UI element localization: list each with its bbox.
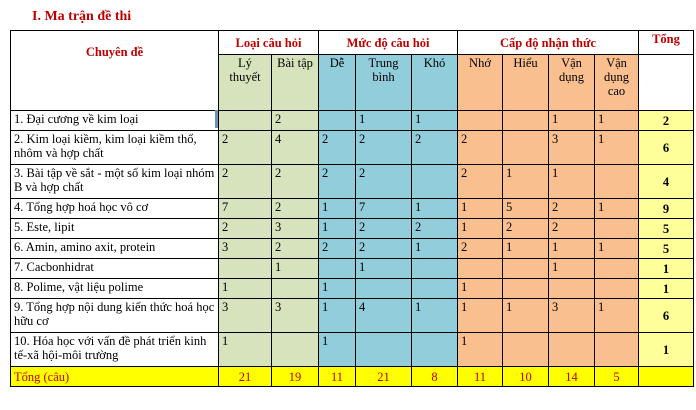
value-cell bbox=[356, 333, 412, 367]
row-total-cell: 1 bbox=[639, 333, 694, 367]
value-cell: 2 bbox=[356, 131, 412, 165]
totals-label: Tổng (câu) bbox=[11, 367, 219, 387]
value-cell: 1 bbox=[595, 199, 639, 219]
row-total-cell: 6 bbox=[639, 299, 694, 333]
value-cell: 3 bbox=[549, 131, 595, 165]
total-cell: 21 bbox=[219, 367, 272, 387]
value-cell: 1 bbox=[458, 333, 503, 367]
subheader-apply-high: Vận dụng cao bbox=[595, 55, 639, 111]
topic-header: Chuyên đề bbox=[11, 31, 219, 111]
exam-matrix-table bbox=[10, 30, 694, 387]
value-cell: 1 bbox=[412, 239, 458, 259]
value-cell: 1 bbox=[595, 111, 639, 131]
table-row bbox=[11, 299, 694, 333]
value-cell: 1 bbox=[319, 279, 356, 299]
subheader-remember: Nhớ bbox=[458, 55, 503, 111]
topic-cell: 7. Cacbonhidrat bbox=[11, 259, 219, 279]
value-cell bbox=[412, 165, 458, 199]
value-cell: 2 bbox=[503, 219, 549, 239]
row-total-cell: 2 bbox=[639, 111, 694, 131]
value-cell: 1 bbox=[549, 165, 595, 199]
subheader-theory: Lý thuyết bbox=[219, 55, 272, 111]
value-cell: 3 bbox=[219, 299, 272, 333]
subheader-hard: Khó bbox=[412, 55, 458, 111]
subheader-apply: Vận dụng bbox=[549, 55, 595, 111]
row-total-cell: 1 bbox=[639, 279, 694, 299]
value-cell: 1 bbox=[319, 219, 356, 239]
value-cell: 2 bbox=[458, 165, 503, 199]
value-cell: 2 bbox=[319, 239, 356, 259]
value-cell bbox=[219, 259, 272, 279]
value-cell bbox=[503, 333, 549, 367]
value-cell: 2 bbox=[219, 131, 272, 165]
row-total-cell: 1 bbox=[639, 259, 694, 279]
value-cell: 2 bbox=[458, 239, 503, 259]
cognitive-level-header: Cấp độ nhận thức bbox=[458, 31, 639, 55]
value-cell: 1 bbox=[549, 239, 595, 259]
topic-cell: 8. Polime, vật liệu polime bbox=[11, 279, 219, 299]
table-row bbox=[11, 219, 694, 239]
table-row bbox=[11, 131, 694, 165]
value-cell: 2 bbox=[272, 165, 319, 199]
value-cell: 2 bbox=[412, 131, 458, 165]
row-total-cell: 5 bbox=[639, 219, 694, 239]
value-cell: 7 bbox=[356, 199, 412, 219]
value-cell: 1 bbox=[219, 279, 272, 299]
value-cell bbox=[595, 165, 639, 199]
table-row bbox=[11, 259, 694, 279]
value-cell: 1 bbox=[595, 299, 639, 333]
value-cell: 1 bbox=[356, 111, 412, 131]
value-cell: 2 bbox=[458, 131, 503, 165]
subheader-exercise: Bài tập bbox=[272, 55, 319, 111]
value-cell: 1 bbox=[272, 259, 319, 279]
value-cell: 2 bbox=[272, 239, 319, 259]
value-cell: 1 bbox=[219, 333, 272, 367]
total-cell: 21 bbox=[356, 367, 412, 387]
value-cell: 2 bbox=[356, 239, 412, 259]
value-cell: 2 bbox=[219, 219, 272, 239]
topic-cell: 2. Kim loại kiềm, kim loại kiềm thổ, nhôm và hợp chất bbox=[11, 131, 219, 165]
value-cell: 1 bbox=[503, 165, 549, 199]
value-cell: 1 bbox=[458, 199, 503, 219]
value-cell: 2 bbox=[219, 165, 272, 199]
value-cell: 1 bbox=[458, 279, 503, 299]
value-cell: 1 bbox=[319, 299, 356, 333]
row-total-cell: 4 bbox=[639, 165, 694, 199]
value-cell: 1 bbox=[549, 259, 595, 279]
value-cell bbox=[503, 259, 549, 279]
subheader-easy: Dễ bbox=[319, 55, 356, 111]
value-cell bbox=[272, 333, 319, 367]
topic-cell: 1. Đại cương về kim loại bbox=[11, 111, 219, 131]
value-cell: 5 bbox=[503, 199, 549, 219]
value-cell bbox=[595, 279, 639, 299]
value-cell bbox=[549, 333, 595, 367]
value-cell bbox=[503, 131, 549, 165]
value-cell: 2 bbox=[412, 219, 458, 239]
total-cell: 10 bbox=[503, 367, 549, 387]
value-cell: 1 bbox=[319, 333, 356, 367]
table-row bbox=[11, 199, 694, 219]
value-cell: 1 bbox=[549, 111, 595, 131]
total-cell: 5 bbox=[595, 367, 639, 387]
value-cell bbox=[356, 279, 412, 299]
total-cell: 8 bbox=[412, 367, 458, 387]
topic-cell: 6. Amin, amino axit, protein bbox=[11, 239, 219, 259]
value-cell: 3 bbox=[272, 299, 319, 333]
total-header: Tổng bbox=[639, 31, 694, 55]
value-cell: 2 bbox=[549, 219, 595, 239]
value-cell: 3 bbox=[549, 299, 595, 333]
value-cell bbox=[503, 111, 549, 131]
table-row bbox=[11, 333, 694, 367]
value-cell: 2 bbox=[356, 165, 412, 199]
value-cell: 7 bbox=[219, 199, 272, 219]
value-cell: 1 bbox=[503, 299, 549, 333]
value-cell: 1 bbox=[595, 239, 639, 259]
value-cell: 1 bbox=[458, 299, 503, 333]
subheader-total-empty bbox=[639, 55, 694, 111]
value-cell: 1 bbox=[319, 199, 356, 219]
subheader-medium: Trung bình bbox=[356, 55, 412, 111]
total-cell: 11 bbox=[319, 367, 356, 387]
totals-row bbox=[11, 367, 694, 387]
value-cell bbox=[503, 279, 549, 299]
value-cell bbox=[412, 259, 458, 279]
table-row bbox=[11, 165, 694, 199]
topic-cell: 3. Bài tập về sắt - một số kim loại nhóm B và hợp chất bbox=[11, 165, 219, 199]
table-row bbox=[11, 111, 694, 131]
value-cell bbox=[458, 259, 503, 279]
row-total-cell: 6 bbox=[639, 131, 694, 165]
row-total-cell: 5 bbox=[639, 239, 694, 259]
value-cell bbox=[595, 333, 639, 367]
value-cell: 2 bbox=[319, 165, 356, 199]
value-cell: 1 bbox=[503, 239, 549, 259]
topic-cell: 9. Tổng hợp nội dung kiến thức hoá học hữu cơ bbox=[11, 299, 219, 333]
value-cell bbox=[595, 219, 639, 239]
value-cell bbox=[412, 333, 458, 367]
total-cell: 11 bbox=[458, 367, 503, 387]
value-cell: 2 bbox=[356, 219, 412, 239]
table-row bbox=[11, 279, 694, 299]
value-cell: 1 bbox=[412, 299, 458, 333]
question-type-header: Loại câu hỏi bbox=[219, 31, 319, 55]
value-cell: 1 bbox=[356, 259, 412, 279]
value-cell: 1 bbox=[412, 111, 458, 131]
value-cell bbox=[219, 111, 272, 131]
total-cell: 19 bbox=[272, 367, 319, 387]
difficulty-header: Mức độ câu hỏi bbox=[319, 31, 458, 55]
value-cell: 1 bbox=[458, 219, 503, 239]
section-title: I. Ma trận đề thi bbox=[32, 9, 132, 24]
value-cell bbox=[595, 259, 639, 279]
value-cell: 3 bbox=[219, 239, 272, 259]
value-cell: 2 bbox=[272, 111, 319, 131]
value-cell: 3 bbox=[272, 219, 319, 239]
value-cell: 2 bbox=[549, 199, 595, 219]
value-cell bbox=[549, 279, 595, 299]
value-cell: 4 bbox=[272, 131, 319, 165]
value-cell bbox=[319, 111, 356, 131]
value-cell bbox=[412, 279, 458, 299]
value-cell: 2 bbox=[272, 199, 319, 219]
value-cell: 2 bbox=[319, 131, 356, 165]
topic-cell: 4. Tổng hợp hoá học vô cơ bbox=[11, 199, 219, 219]
total-cell: 14 bbox=[549, 367, 595, 387]
value-cell: 1 bbox=[412, 199, 458, 219]
row-total-cell: 9 bbox=[639, 199, 694, 219]
value-cell: 1 bbox=[595, 131, 639, 165]
header-row-groups bbox=[11, 31, 694, 55]
value-cell bbox=[458, 111, 503, 131]
grand-total-cell bbox=[639, 367, 694, 387]
text-cursor bbox=[215, 110, 218, 128]
topic-cell: 10. Hóa học với vấn đề phát triển kinh tế-xã hội-môi trường bbox=[11, 333, 219, 367]
subheader-understand: Hiểu bbox=[503, 55, 549, 111]
value-cell: 4 bbox=[356, 299, 412, 333]
value-cell bbox=[319, 259, 356, 279]
value-cell bbox=[272, 279, 319, 299]
topic-cell: 5. Este, lipit bbox=[11, 219, 219, 239]
table-row bbox=[11, 239, 694, 259]
